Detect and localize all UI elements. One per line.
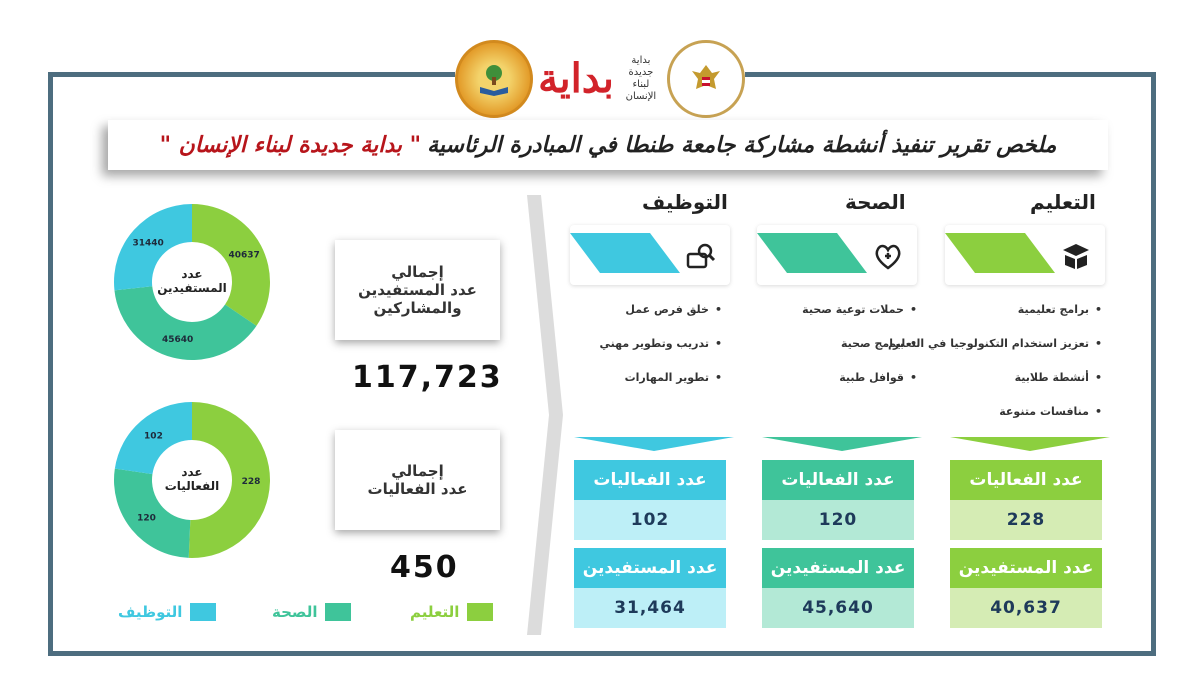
- donut-chart-events: [112, 400, 272, 560]
- category-title-employment: التوظيف: [642, 190, 728, 214]
- section-divider-arrow: [525, 195, 565, 635]
- legend-item-employment: [118, 603, 216, 621]
- events-label-education: عدد الفعاليات: [950, 460, 1102, 500]
- list-item: • قوافل طبية: [802, 371, 917, 385]
- chevron-banner-shape: [945, 225, 1055, 285]
- chevron-banner-shape: [757, 225, 867, 285]
- donut-data-label-2: 102: [144, 431, 163, 442]
- list-item: • برامج تعليمية: [888, 303, 1102, 317]
- initiative-text: بداية جديدة لبناء الإنسان: [625, 55, 657, 102]
- beneficiaries-value-health: 45,640: [762, 588, 914, 628]
- total-beneficiaries-label-line1: إجمالي: [391, 263, 444, 281]
- donut-data-label-0: 40637: [228, 250, 260, 261]
- donut-center-title: الفعاليات: [164, 479, 220, 493]
- list-item: • منافسات متنوعة: [888, 405, 1102, 419]
- legend-label: التوظيف: [118, 603, 183, 621]
- legend-label: التعليم: [410, 603, 460, 621]
- beneficiaries-label-health: عدد المستفيدين: [762, 548, 914, 588]
- total-events-value: 450: [390, 550, 459, 585]
- page-title: [108, 120, 1108, 170]
- list-item: • تطوير المهارات: [599, 371, 722, 385]
- pointer-triangle-education: [950, 437, 1110, 451]
- donut-data-label-2: 31440: [132, 238, 164, 249]
- events-value-health: 120: [762, 500, 914, 540]
- graduation-book-icon: [1061, 241, 1091, 271]
- donut-center-title: المستفيدين: [157, 281, 227, 295]
- list-item: • حملات توعية صحية: [802, 303, 917, 317]
- events-value-education: 228: [950, 500, 1102, 540]
- total-beneficiaries-label-line3: والمشاركين: [373, 299, 462, 317]
- list-item: • برامج صحية: [802, 337, 917, 351]
- list-item: • تدريب وتطوير مهني: [599, 337, 722, 351]
- pointer-triangle-employment: [574, 437, 734, 451]
- category-items-education: [888, 303, 1102, 439]
- events-label-employment: عدد الفعاليات: [574, 460, 726, 500]
- beneficiaries-value-employment: 31,464: [574, 588, 726, 628]
- events-label-health: عدد الفعاليات: [762, 460, 914, 500]
- donut-svg-events: [112, 400, 272, 560]
- total-events-box: [335, 430, 500, 530]
- donut-data-label-0: 228: [241, 477, 261, 488]
- total-events-label-line1: إجمالي: [391, 462, 444, 480]
- events-value-employment: 102: [574, 500, 726, 540]
- book-tree-icon: [476, 61, 512, 97]
- donut-slice-0: [192, 204, 270, 326]
- eagle-emblem-icon: [686, 59, 726, 99]
- heart-health-icon: [873, 241, 903, 271]
- ministry-logo: [667, 40, 745, 118]
- initiative-logo: [538, 55, 662, 103]
- legend-swatch: [190, 603, 216, 621]
- title-main: ملخص تقرير تنفيذ أنشطة مشاركة جامعة طنطا في المبادرة الرئاسية: [427, 132, 1057, 158]
- donut-svg-beneficiaries: [112, 202, 272, 362]
- category-banner-health: [757, 225, 917, 285]
- logo-bar: [455, 35, 745, 123]
- beneficiaries-label-education: عدد المستفيدين: [950, 548, 1102, 588]
- legend-swatch: [325, 603, 351, 621]
- initiative-mark: بداية: [538, 55, 614, 102]
- donut-center-title: عدد: [181, 465, 203, 479]
- donut-data-label-1: 45640: [162, 335, 194, 346]
- beneficiaries-label-employment: عدد المستفيدين: [574, 548, 726, 588]
- category-items-employment: [599, 303, 722, 405]
- category-title-health: الصحة: [845, 190, 906, 214]
- total-events-label-line2: عدد الفعاليات: [367, 480, 468, 498]
- list-item: • تعزيز استخدام التكنولوجيا في التعليم: [888, 337, 1102, 351]
- title-highlight: " بداية جديدة لبناء الإنسان ": [159, 132, 422, 158]
- legend-label: الصحة: [272, 603, 318, 621]
- briefcase-search-icon: [686, 241, 716, 271]
- donut-center-title: عدد: [181, 267, 203, 281]
- category-banner-education: [945, 225, 1105, 285]
- category-items-health: [802, 303, 917, 405]
- chevron-banner-shape: [570, 225, 680, 285]
- pointer-triangle-health: [762, 437, 922, 451]
- donut-data-label-1: 120: [137, 513, 156, 524]
- legend-item-education: [410, 603, 493, 621]
- tanta-university-logo: [455, 40, 533, 118]
- total-beneficiaries-value: 117,723: [352, 360, 503, 395]
- legend-item-health: [272, 603, 351, 621]
- total-beneficiaries-box: [335, 240, 500, 340]
- category-title-education: التعليم: [1030, 190, 1096, 214]
- list-item: • أنشطة طلابية: [888, 371, 1102, 385]
- beneficiaries-value-education: 40,637: [950, 588, 1102, 628]
- donut-chart-beneficiaries: [112, 202, 272, 362]
- category-banner-employment: [570, 225, 730, 285]
- list-item: • خلق فرص عمل: [599, 303, 722, 317]
- total-beneficiaries-label-line2: عدد المستفيدين: [358, 281, 477, 299]
- legend-swatch: [467, 603, 493, 621]
